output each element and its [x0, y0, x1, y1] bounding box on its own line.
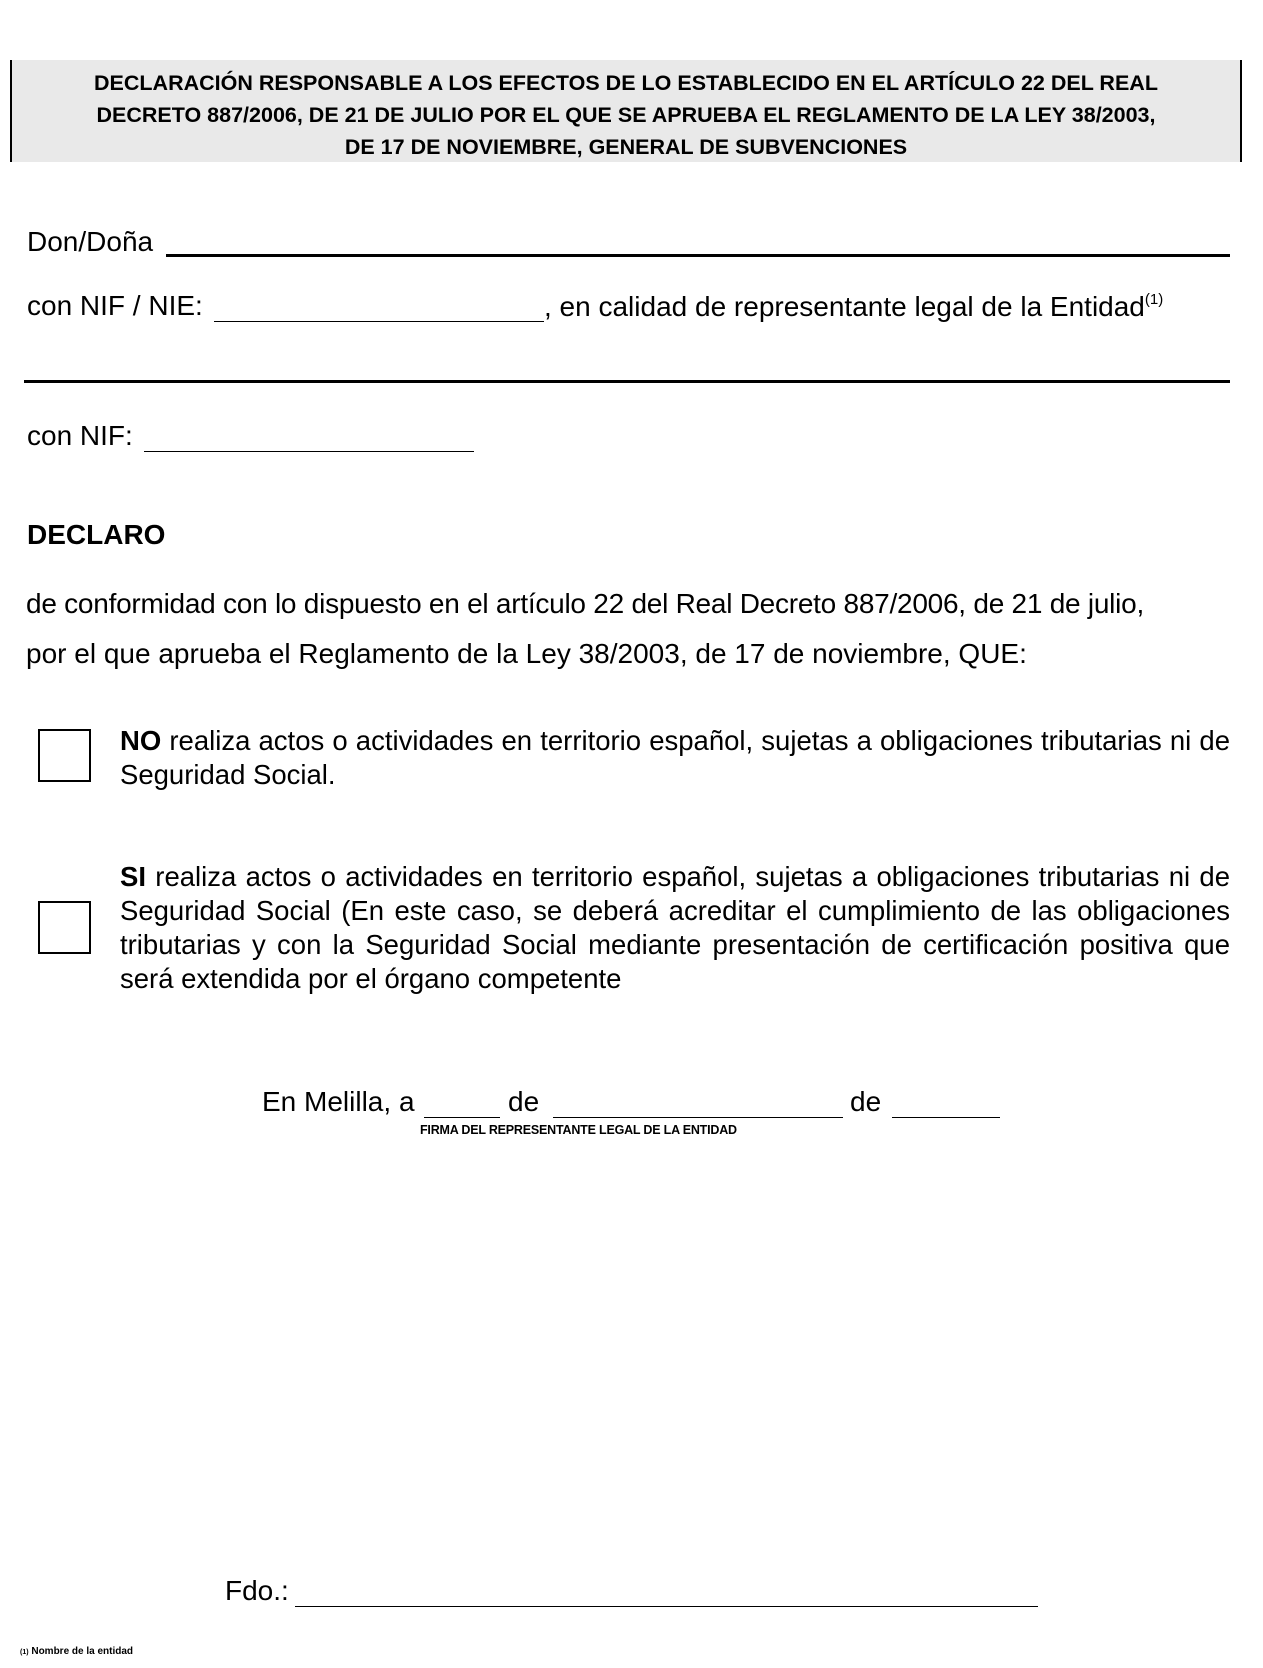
nif-nie-label: con NIF / NIE:: [27, 290, 203, 321]
title-line-1: DECLARACIÓN RESPONSABLE A LOS EFECTOS DE LO ESTABLECIDO EN EL ARTÍCULO 22 DEL REAL: [94, 71, 1158, 95]
place-prefix: En Melilla, a: [262, 1086, 415, 1117]
option-si-text: SI realiza actos o actividades en territorio español, sujetas a obligaciones tributarias ni de Seguridad Social (En este caso, se deberá acreditar el cumplimiento de las obligaciones tributarias y con la Seguridad Social mediante presentación de certificación positiva que será extendida por el órgano competente: [120, 861, 1230, 994]
nif-label: con NIF:: [27, 420, 133, 451]
date-de-1: de: [508, 1086, 540, 1117]
declaro-heading: DECLARO: [27, 519, 166, 550]
entity-name-field[interactable]: [24, 380, 1230, 383]
nif-nie-field[interactable]: [214, 321, 544, 322]
option-si-lead: SI: [120, 861, 146, 892]
representative-text: , en calidad de representante legal de la Entidad$^{(1)}$: [544, 291, 1164, 322]
option-no-text: NO realiza actos o actividades en territorio español, sujetas a obligaciones tributarias ni de Seguridad Social.: [120, 725, 1230, 790]
year-field[interactable]: [892, 1117, 1000, 1118]
option-no-checkbox[interactable]: [38, 729, 91, 782]
option-no-lead: NO: [120, 725, 162, 756]
title-line-3: DE 17 DE NOVIEMBRE, GENERAL DE SUBVENCIONES: [344, 135, 908, 159]
day-field[interactable]: [424, 1117, 500, 1118]
footnote: [20, 1646, 133, 1657]
option-si-checkbox[interactable]: [38, 901, 91, 954]
footnote-ref: (1): [1144, 291, 1164, 308]
signature-caption: FIRMA DEL REPRESENTANTE LEGAL DE LA ENTIDAD: [420, 1123, 737, 1137]
month-field[interactable]: [553, 1117, 843, 1118]
nif-field[interactable]: [144, 451, 474, 452]
date-de-2: de: [850, 1086, 882, 1117]
footnote-marker: (1): [20, 1649, 29, 1656]
fdo-label: Fdo.:: [225, 1575, 289, 1606]
title-line-2: DECRETO 887/2006, DE 21 DE JULIO POR EL QUE SE APRUEBA EL REGLAMENTO DE LA LEY 38/2003,: [96, 103, 1156, 127]
don-dona-field[interactable]: [166, 254, 1230, 257]
footnote-text: Nombre de la entidad: [31, 1646, 134, 1657]
signature-field[interactable]: [295, 1606, 1038, 1607]
declaro-line-2: por el que aprueba el Reglamento de la Ley 38/2003, de 17 de noviembre, QUE:: [26, 638, 1027, 669]
declaro-line-1: de conformidad con lo dispuesto en el artículo 22 del Real Decreto 887/2006, de 21 de julio,: [26, 588, 1144, 619]
document-title: [10, 60, 1242, 162]
don-dona-label: Don/Doña: [27, 226, 154, 257]
